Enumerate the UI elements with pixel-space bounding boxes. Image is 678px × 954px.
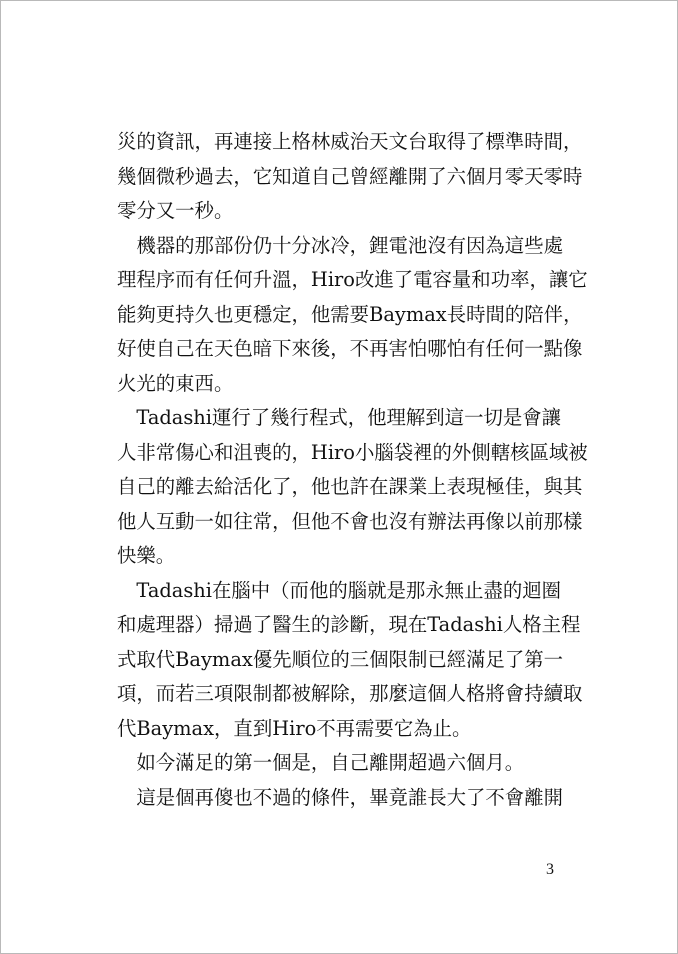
page-number: 3 <box>546 861 554 878</box>
text-line: 這是個再傻也不過的條件，畢竟誰長大了不會離開 <box>117 785 563 809</box>
text-line: 幾個微秒過去，它知道自己曾經離開了六個月零天零時 <box>117 164 583 188</box>
text-line: 機器的那部份仍十分冰冷，鋰電池沒有因為這些處 <box>117 233 563 257</box>
text-line: 能夠更持久也更穩定，他需要Baymax長時間的陪伴， <box>117 302 583 326</box>
text-line: 理程序而有任何升溫，Hiro改進了電容量和功率，讓它 <box>117 268 588 291</box>
text-line: 和處理器）掃過了醫生的診斷，現在Tadashi人格主程 <box>117 613 581 636</box>
text-line: 災的資訊，再連接上格林威治天文台取得了標準時間， <box>117 130 583 153</box>
body-text <box>117 125 588 815</box>
text-line: 他人互動一如往常，但他不會也沒有辦法再像以前那樣 <box>117 509 583 533</box>
text-line: 自己的離去給活化了，他也許在課業上表現極佳，與其 <box>117 475 583 498</box>
text-line: 項，而若三項限制都被解除，那麼這個人格將會持續取 <box>117 682 583 705</box>
text-line: 火光的東西。 <box>117 371 234 395</box>
text-line: 代Baymax，直到Hiro不再需要它為止。 <box>117 716 472 740</box>
text-line: 好使自己在天色暗下來後，不再害怕哪怕有任何一點像 <box>117 337 583 360</box>
text-line: Tadashi在腦中（而他的腦就是那永無止盡的迴圈 <box>117 578 562 602</box>
text-line: 人非常傷心和沮喪的，Hiro小腦袋裡的外側轄核區域被 <box>117 440 588 464</box>
text-line: 式取代Baymax優先順位的三個限制已經滿足了第一 <box>117 647 564 671</box>
text-line: 快樂。 <box>117 544 176 567</box>
text-line: 如今滿足的第一個是，自己離開超過六個月。 <box>117 751 525 774</box>
text-line: Tadashi運行了幾行程式，他理解到這一切是會讓 <box>117 406 562 429</box>
text-line: 零分又一秒。 <box>117 199 234 222</box>
